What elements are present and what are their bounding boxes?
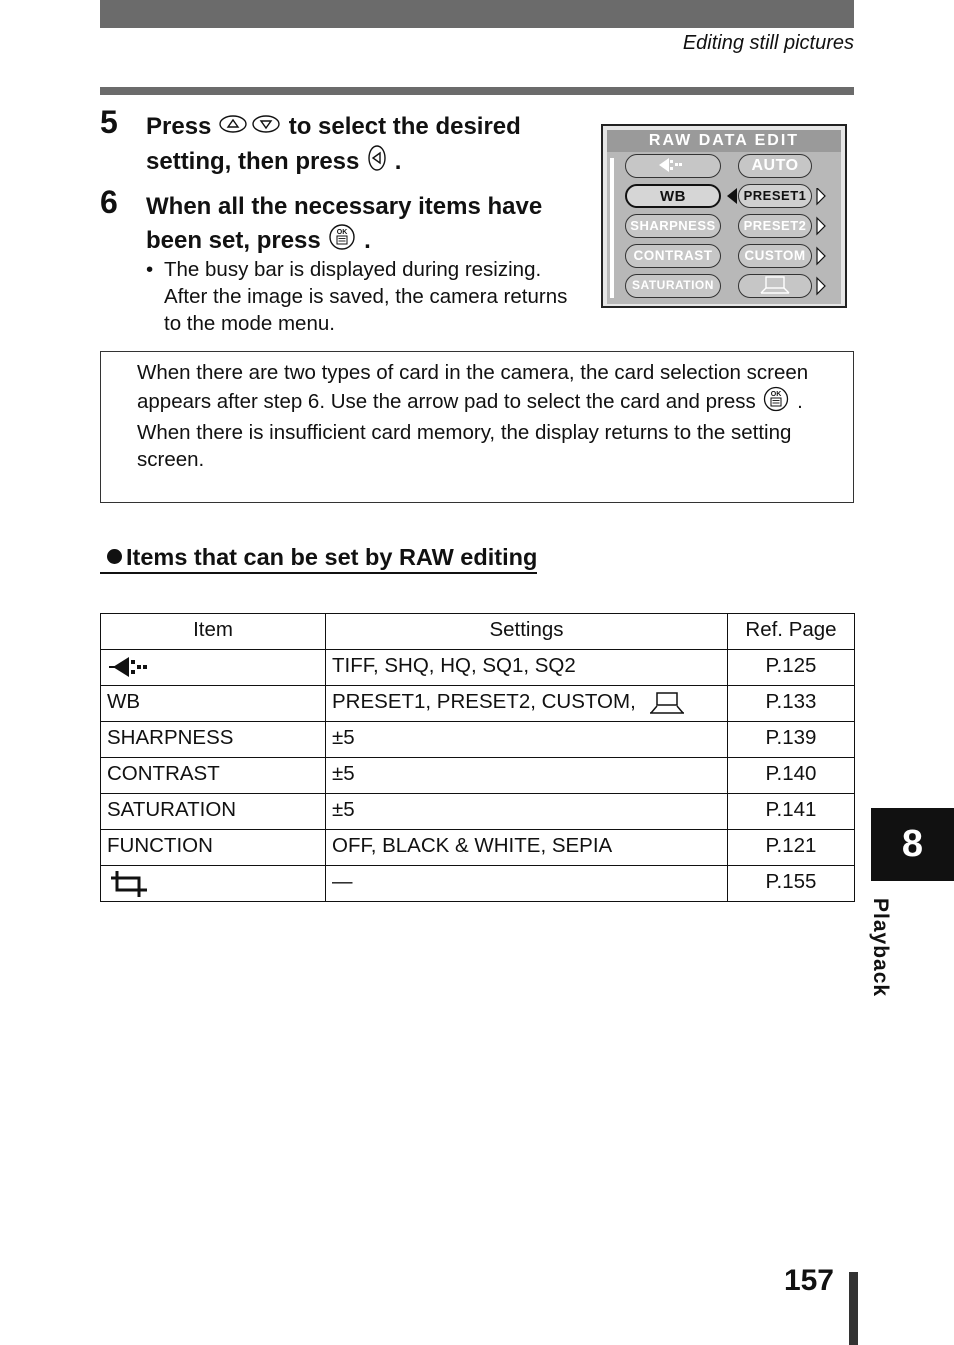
note-box (100, 351, 854, 503)
screen-menu (607, 152, 841, 304)
menu-contrast: CONTRAST (625, 244, 721, 268)
note-line-1: When there are two types of card in the camera, the card selection screen appears after step 6. Use the arrow pad to select the card and press (137, 361, 809, 413)
option-one-touch-wb (738, 274, 812, 298)
cell-settings: ±5 (326, 758, 728, 794)
cell-page: P.140 (728, 758, 855, 794)
bullet-dot: • (146, 258, 154, 281)
one-touch-wb-icon (647, 690, 687, 716)
cell-settings: — (326, 866, 728, 902)
quality-icon (653, 155, 693, 175)
cell-page: P.121 (728, 830, 855, 866)
cell-item: FUNCTION (101, 830, 326, 866)
bullet-text: The busy bar is displayed during resizing. After the image is saved, the camera returns to the mode menu. (164, 258, 568, 335)
step-5-instruction: to select the desired setting, then press (146, 113, 521, 175)
section-title: Editing still pictures (682, 32, 854, 54)
table-row (101, 794, 855, 830)
section-rule (100, 87, 854, 95)
option-preset1: PRESET1 (738, 184, 812, 208)
ok-button-icon (327, 223, 357, 260)
wb-settings-text: PRESET1, PRESET2, CUSTOM, (332, 690, 636, 713)
cell-settings: OFF, BLACK & WHITE, SEPIA (326, 830, 728, 866)
note-line-2: When there is insufficient card memory, the display returns to the setting screen. (137, 421, 792, 471)
settings-table (100, 613, 855, 902)
menu-wb: WB (625, 184, 721, 208)
table-header-row (101, 614, 855, 650)
step-5-press: Press (146, 113, 212, 140)
step-number-6: 6 (100, 184, 118, 220)
cell-settings: ±5 (326, 794, 728, 830)
step-number-5: 5 (100, 104, 118, 140)
table-row (101, 686, 855, 722)
svg-text:OK: OK (771, 391, 782, 398)
cell-item: CONTRAST (101, 758, 326, 794)
arrow-up-down-icon (218, 111, 282, 144)
screen-scrollbar (610, 158, 614, 298)
ok-button-icon (761, 386, 791, 419)
menu-quality (625, 154, 721, 178)
bullet-note (146, 256, 586, 337)
cell-item (101, 866, 326, 902)
header-bar (100, 0, 854, 28)
cell-settings (326, 686, 728, 722)
cell-settings: ±5 (326, 722, 728, 758)
note-text (137, 359, 837, 473)
header-item: Item (101, 614, 326, 650)
arrow-left-icon (366, 144, 388, 181)
crop-icon (107, 869, 151, 899)
menu-saturation: SATURATION (625, 274, 721, 298)
cell-page: P.141 (728, 794, 855, 830)
chapter-label: Playback (869, 898, 892, 998)
table-row (101, 722, 855, 758)
option-auto: AUTO (738, 154, 812, 178)
step-5-period: . (394, 148, 402, 175)
cell-page: P.155 (728, 866, 855, 902)
step-6-period: . (364, 226, 371, 254)
menu-sharpness: SHARPNESS (625, 214, 721, 238)
option-preset2: PRESET2 (738, 214, 812, 238)
page-number-bar (849, 1272, 858, 1345)
header-ref-page: Ref. Page (728, 614, 855, 650)
cell-settings: TIFF, SHQ, HQ, SQ1, SQ2 (326, 650, 728, 686)
submenu-arrows-icon (815, 188, 827, 300)
subheading (100, 544, 537, 574)
table-row (101, 830, 855, 866)
cell-item: SHARPNESS (101, 722, 326, 758)
option-custom: CUSTOM (738, 244, 812, 268)
selection-arrow-icon (725, 187, 739, 205)
svg-text:OK: OK (337, 229, 348, 236)
cell-page: P.133 (728, 686, 855, 722)
cell-item: SATURATION (101, 794, 326, 830)
bullet-circle-icon (107, 549, 122, 564)
subheading-text: Items that can be set by RAW editing (126, 544, 538, 570)
cell-page: P.125 (728, 650, 855, 686)
table-row (101, 758, 855, 794)
step-5-text (146, 110, 586, 181)
cell-item (101, 650, 326, 686)
cell-item: WB (101, 686, 326, 722)
image-quality-icon (107, 652, 151, 682)
table-row (101, 650, 855, 686)
note-line-1-end: . (797, 389, 803, 413)
step-6-instruction: When all the necessary items have been set, press (146, 193, 543, 254)
cell-page: P.139 (728, 722, 855, 758)
screen-title: RAW DATA EDIT (607, 130, 841, 152)
page-number: 157 (783, 1264, 834, 1297)
table-row (101, 866, 855, 902)
camera-screen (601, 124, 847, 308)
header-settings: Settings (326, 614, 728, 650)
step-6-text (146, 190, 586, 260)
chapter-tab: 8 (871, 808, 954, 881)
one-touch-wb-icon (757, 275, 793, 295)
